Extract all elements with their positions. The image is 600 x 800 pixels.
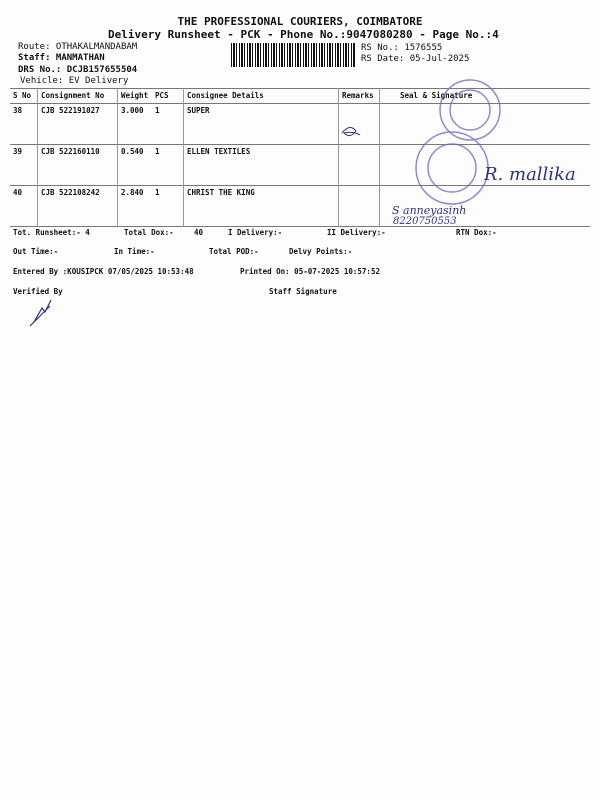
- staff-signature: Staff Signature: [269, 287, 337, 296]
- weight: 3.000: [118, 104, 153, 145]
- ii-delivery: II Delivery:-: [327, 228, 386, 237]
- col-weight: Weight: [118, 89, 153, 104]
- col-seal: Seal & Signature: [380, 89, 591, 104]
- verified-signature-icon: [30, 300, 51, 326]
- sno: 38: [13, 106, 23, 115]
- rtn-dox: RTN Dox:-: [456, 228, 497, 237]
- out-time: Out Time:-: [13, 247, 59, 256]
- total-pod: Total POD:-: [209, 247, 259, 256]
- weight: 0.540: [118, 145, 153, 186]
- consignee: CHRIST THE KING: [184, 186, 339, 227]
- handwritten-phone: 8220750553: [393, 216, 457, 227]
- consignment-no: CJB 522160110: [38, 145, 118, 186]
- col-consignment: Consignment No: [38, 89, 118, 104]
- pcs: 1: [155, 188, 160, 197]
- total-dox-value: 40: [194, 228, 204, 237]
- entered-by: Entered By :KOUSIPCK 07/05/2025 10:53:48: [13, 267, 194, 276]
- col-consignee: Consignee Details: [184, 89, 339, 104]
- consignee: SUPER: [184, 104, 339, 145]
- total-dox: Total Dox:-: [124, 228, 174, 237]
- sno: 39: [13, 147, 23, 156]
- runsheet-subtitle: Delivery Runsheet - PCK - Phone No.:9047080280 - Page No.:4: [108, 28, 499, 41]
- consignment-no: CJB 522191027: [38, 104, 118, 145]
- pcs: 1: [155, 147, 160, 156]
- col-sno: S No: [13, 91, 32, 100]
- company-title: THE PROFESSIONAL COURIERS, COIMBATORE: [177, 15, 423, 28]
- remark-scribble-icon: [342, 127, 360, 135]
- vehicle: Vehicle: EV Delivery: [20, 76, 129, 86]
- tot-runsheet: Tot. Runsheet:- 4: [13, 228, 90, 237]
- drs-no: DRS No.: DCJB157655504: [18, 65, 138, 75]
- rs-no: RS No.: 1576555: [361, 43, 443, 53]
- col-pcs: PCS: [155, 91, 169, 100]
- in-time: In Time:-: [114, 247, 155, 256]
- pcs: 1: [155, 106, 160, 115]
- staff: Staff: MANMATHAN: [18, 53, 105, 63]
- i-delivery: I Delivery:-: [228, 228, 283, 237]
- signature-2: S anneyasinh: [392, 204, 467, 217]
- consignee: ELLEN TEXTILES: [184, 145, 339, 186]
- route: Route: OTHAKALMANDABAM: [18, 42, 138, 52]
- delvy-points: Delvy Points:-: [289, 247, 353, 256]
- col-remarks: Remarks: [339, 89, 380, 104]
- rs-date: RS Date: 05-Jul-2025: [361, 54, 470, 64]
- consignment-no: CJB 522108242: [38, 186, 118, 227]
- printed-on: Printed On: 05-07-2025 10:57:52: [240, 267, 380, 276]
- signature-1: R. mallika: [484, 164, 576, 185]
- weight: 2.840: [118, 186, 153, 227]
- sno: 40: [13, 188, 23, 197]
- stamp-icon: [416, 80, 500, 204]
- verified-by: Verified By: [13, 287, 63, 296]
